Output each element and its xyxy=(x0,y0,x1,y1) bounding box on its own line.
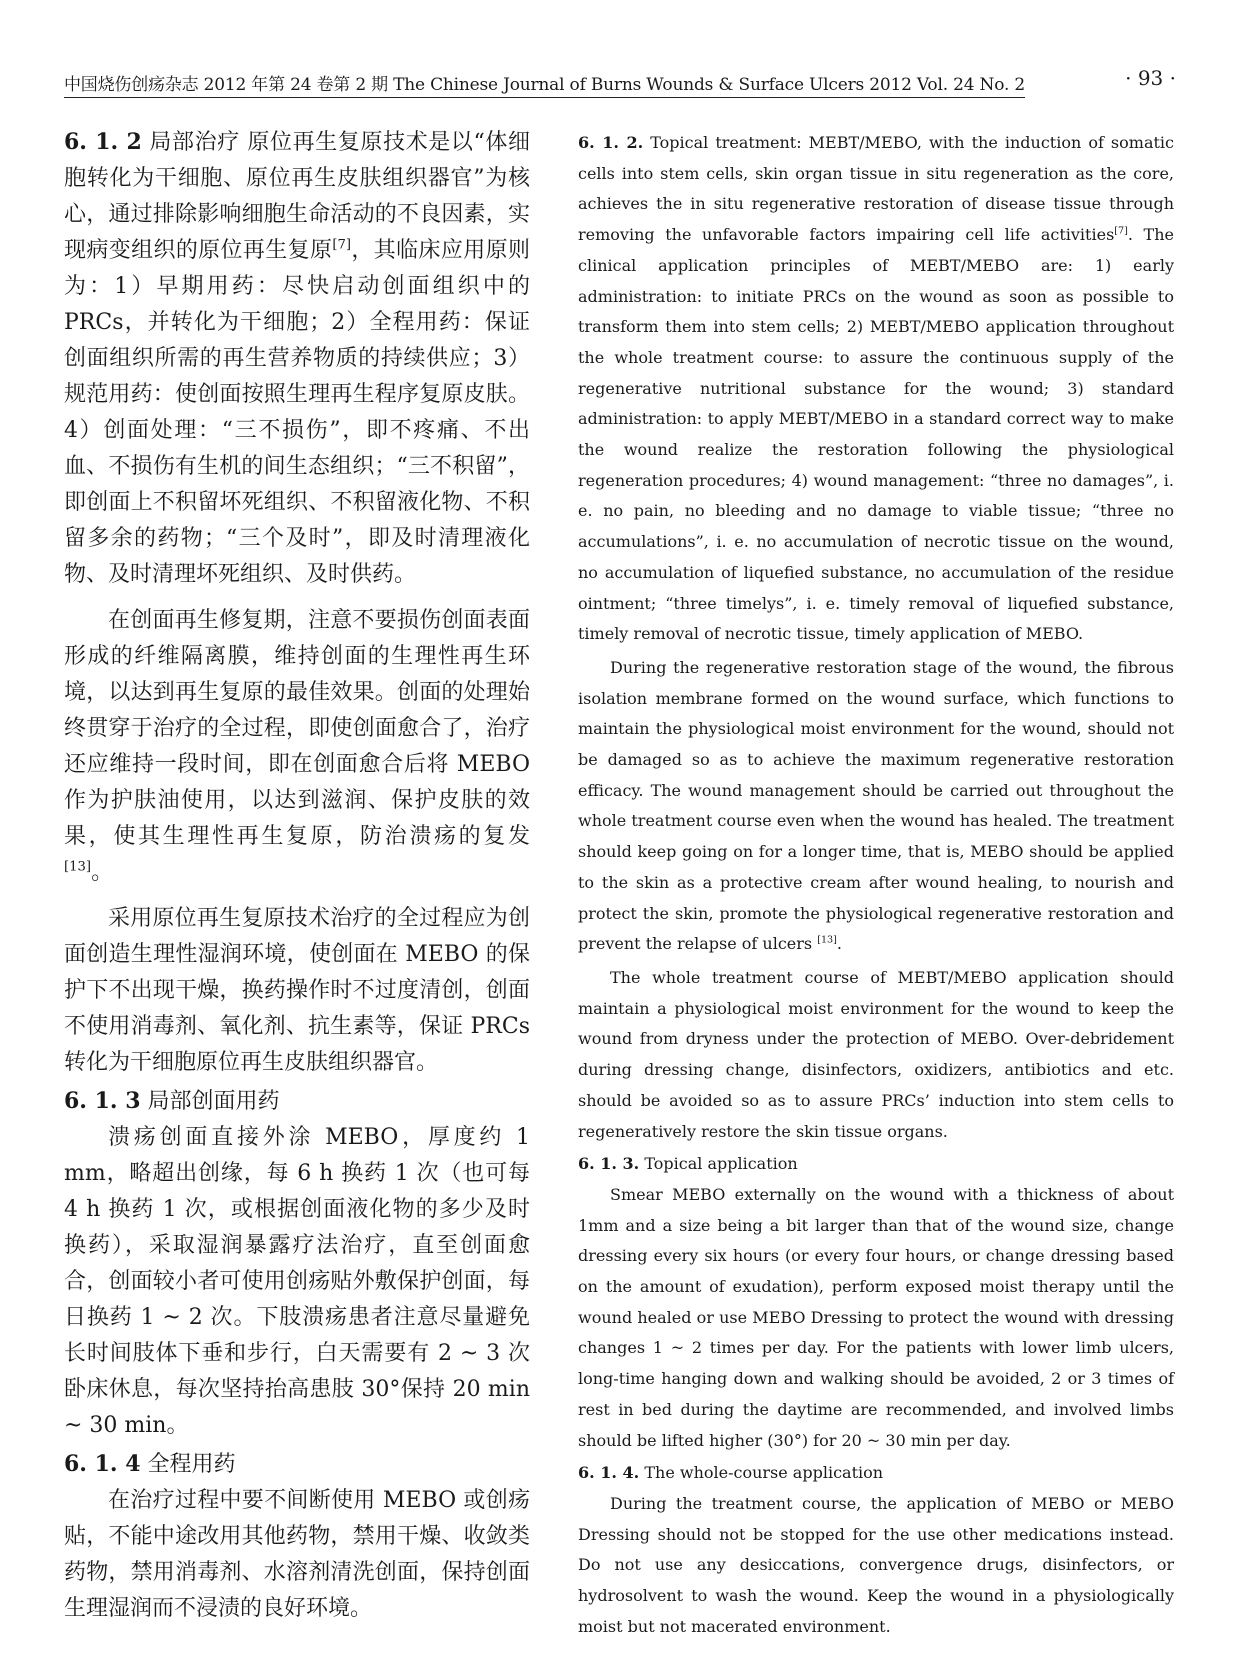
section-title: Topical application xyxy=(639,1154,798,1174)
paragraph-topical-application-en: Smear MEBO externally on the wound with a thickness of about 1mm and a size being a bit larger than that of the wound size, change dressing every six hours (or every four hours, or change dressing based on the amount of exudation), perform exposed moist therapy until the wound healed or use MEBO Dressing to protect the wound with dressing changes 1 ~ 2 times per day. For the patients with lower limb ulcers, long-time hanging down and walking should be avoided, 2 or 3 times of rest in bed during the daytime are recommended, and involved limbs should be lifted higher (30°) for 20 ~ 30 min per day. xyxy=(578,1184,1174,1450)
chinese-column xyxy=(64,124,530,1627)
section-6-1-4-heading-zh xyxy=(64,1446,530,1483)
paragraph-regeneration-zh xyxy=(64,603,530,891)
section-text-cont: . The clinical application principles of MEBT/MEBO are: 1) early administration: to initiate PRCs on the wound as soon as possible to transform them into stem cells; 2) MEBT/MEBO application throughout the whole treatment course: to assure the continuous supply of the regenerative nutritional substance for the wound; 3) standard administration: to apply MEBT/MEBO in a standard correct way to make the wound realize the restoration following the physiological regeneration procedures; 4) wound management: “three no damages”, i. e. no pain, no bleeding and no damage to viable tissue; “three no accumulations”, i. e. no accumulation of necrotic tissue on the wound, no accumulation of liquefied substance, no accumulation of the residue ointment; “three timelys”, i. e. timely removal of liquefied substance, timely removal of necrotic tissue, timely application of MEBO. xyxy=(578,225,1174,644)
running-header xyxy=(64,62,1176,96)
paragraph-regeneration-en xyxy=(578,653,1174,960)
section-number: 6. 1. 2 xyxy=(64,129,142,155)
section-text-cont: ，其临床应用原则为：1）早期用药：尽快启动创面组织中的 PRCs，并转化为干细胞；2）全程用药：保证创面组织所需的再生营养物质的持续供应；3）规范用药：使创面按照生理再生程序复原皮肤。4）创面处理：“三不损伤”，即不疼痛、不出血、不损伤有生机的间生态组织；“三不积留”，即创面上不积留坏死组织、不积留液化物、不积留多余的药物；“三个及时”，即及时清理液化物、及时清理坏死组织、及时供药。 xyxy=(64,238,530,587)
section-6-1-4-heading-en xyxy=(578,1458,1174,1489)
section-6-1-2-en xyxy=(578,128,1174,650)
paragraph-topical-application-zh: 溃疡创面直接外涂 MEBO，厚度约 1 mm，略超出创缘，每 6 h 换药 1 次（也可每 4 h 换药 1 次，或根据创面液化物的多少及时换药），采取湿润暴露疗法治疗，直至创面愈合，创面较小者可使用创疡贴外敷保护创面，每日换药 1 ~ 2 次。下肢溃疡患者注意尽量避免长时间肢体下垂和步行，白天需要有 2 ~ 3 次卧床休息，每次坚持抬高患肢 30°保持 20 min ~ 30 min。 xyxy=(64,1125,530,1438)
english-column xyxy=(578,128,1174,1642)
section-6-1-3-heading-zh xyxy=(64,1083,530,1120)
page-number: · 93 · xyxy=(1125,66,1176,90)
paragraph-whole-course-en: During the treatment course, the application of MEBO or MEBO Dressing should not be stopped for the use other medications instead. Do not use any desiccations, convergence drugs, disinfectors, or hydrosolvent to wash the wound. Keep the wound in a physiologically moist but not macerated environment. xyxy=(578,1493,1174,1636)
section-number: 6. 1. 3 xyxy=(64,1088,141,1114)
paragraph-text: During the regenerative restoration stage of the wound, the fibrous isolation membrane formed on the wound surface, which functions to maintain the physiological moist environment for the wound, should not be damaged so as to achieve the maximum regenerative restoration efficacy. The wound management should be carried out throughout the whole treatment course even when the wound has healed. The treatment should keep going on for a longer time, that is, MEBO should be applied to the skin as a protective cream after wound healing, to nourish and protect the skin, promote the physiological regenerative restoration and prevent the relapse of ulcers xyxy=(578,657,1174,954)
journal-title: 中国烧伤创疡杂志 2012 年第 24 卷第 2 期 The Chinese Journal of Burns Wounds & Surface Ulcers 2012 Vol. 24 No. 2 xyxy=(64,70,1025,98)
paragraph-text: 在创面再生修复期，注意不要损伤创面表面形成的纤维隔离膜，维持创面的生理性再生环境，以达到再生复原的最佳效果。创面的处理始终贯穿于治疗的全过程，即使创面愈合了，治疗还应维持一段时间，即在创面愈合后将 MEBO 作为护肤油使用，以达到滋润、保护皮肤的效果，使其生理性再生复原，防治溃疡的复发 xyxy=(64,608,530,849)
section-6-1-3-heading-en xyxy=(578,1149,1174,1180)
citation-ref: [13] xyxy=(64,859,92,875)
citation-ref: [7] xyxy=(332,237,352,253)
section-number: 6. 1. 4 xyxy=(64,1451,141,1477)
paragraph-end: . xyxy=(836,934,842,954)
section-number: 6. 1. 4. xyxy=(578,1463,640,1483)
paragraph-moist-environment-zh: 采用原位再生复原技术治疗的全过程应为创面创造生理性湿润环境，使创面在 MEBO 的保护下不出现干燥，换药操作时不过度清创，创面不使用消毒剂、氧化剂、抗生素等，保证 PRCs 转化为干细胞原位再生皮肤组织器官。 xyxy=(64,906,530,1075)
section-6-1-2-zh xyxy=(64,124,530,593)
section-title: 全程用药 xyxy=(140,1452,236,1477)
paragraph-whole-course-zh: 在治疗过程中要不间断使用 MEBO 或创疡贴，不能中途改用其他药物，禁用干燥、收敛类药物，禁用消毒剂、水溶剂清洗创面，保持创面生理湿润而不浸渍的良好环境。 xyxy=(64,1488,530,1621)
section-text: Topical treatment: MEBT/MEBO, with the induction of somatic cells into stem cells, skin organ tissue in situ regeneration as the core, achieves the in situ regenerative restoration of disease tissue through removing the unfavorable factors impairing cell life activities xyxy=(578,133,1174,245)
section-title: 局部创面用药 xyxy=(140,1089,280,1114)
section-title: The whole-course application xyxy=(639,1463,884,1483)
section-number: 6. 1. 2. xyxy=(578,133,644,152)
section-number: 6. 1. 3. xyxy=(578,1154,640,1174)
citation-ref: [7] xyxy=(1114,225,1128,237)
paragraph-moist-environment-en: The whole treatment course of MEBT/MEBO application should maintain a physiological moist environment for the wound to keep the wound from dryness under the protection of MEBO. Over-debridement during dressing change, disinfectors, oxidizers, antibiotics and etc. should be avoided so as to assure PRCs’ induction into stem cells to regeneratively restore the skin tissue organs. xyxy=(578,967,1174,1141)
citation-ref: [13] xyxy=(817,934,837,946)
section-text: 局部治疗 原位再生复原技术是以“体细胞转化为干细胞、原位再生皮肤组织器官”为核心，通过排除影响细胞生命活动的不良因素，实现病变组织的原位再生复原 xyxy=(64,130,530,263)
paragraph-end: 。 xyxy=(91,860,114,885)
